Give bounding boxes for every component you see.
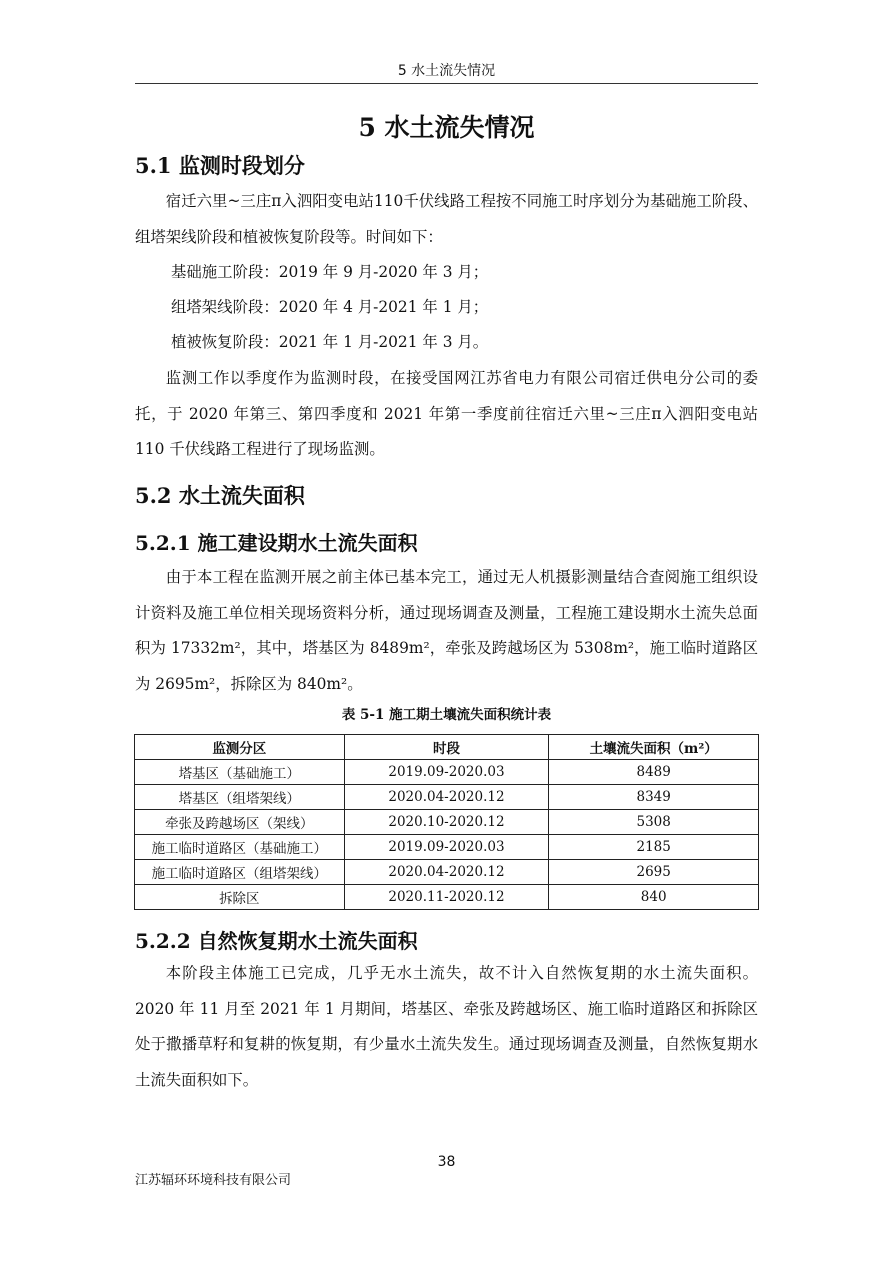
column-header: 土壤流失面积（m²）	[549, 735, 759, 760]
column-header: 时段	[344, 735, 549, 760]
table-row	[135, 835, 759, 860]
stage-2-line: 组塔架线阶段：2020 年 4 月-2021 年 1 月；	[171, 298, 489, 316]
table-row	[135, 785, 759, 810]
zone-cell: 拆除区	[135, 885, 345, 910]
section-5-1-heading: 5.1 监测时段划分	[135, 153, 305, 178]
table-header-row	[135, 735, 759, 760]
footer-company: 江苏辐环环境科技有限公司	[135, 1173, 292, 1188]
monitoring-paragraph: 监测工作以季度作为监测时段，在接受国网江苏省电力有限公司宿迁供电分公司的委托，于 2020 年第三、第四季度和 2021 年第一季度前往宿迁六里~三庄π入泗阳变电站 110 千伏线路工程进行了现场监测。	[135, 369, 758, 458]
period-cell: 2020.04-2020.12	[344, 785, 549, 810]
zone-cell: 塔基区（组塔架线）	[135, 785, 345, 810]
area-cell: 2695	[549, 860, 759, 885]
table-row	[135, 760, 759, 785]
zone-cell: 牵张及跨越场区（架线）	[135, 810, 345, 835]
section-5-2-2-body: 本阶段主体施工已完成，几乎无水土流失，故不计入自然恢复期的水土流失面积。2020 年 11 月至 2021 年 1 月期间，塔基区、牵张及跨越场区、施工临时道路区和拆除区处于撒播草籽和复耕的恢复期，有少量水土流失发生。通过现场调查及测量，自然恢复期水土流失面积如下。	[135, 964, 758, 1089]
period-cell: 2020.10-2020.12	[344, 810, 549, 835]
period-cell: 2019.09-2020.03	[344, 835, 549, 860]
running-header: 5 水土流失情况	[397, 63, 496, 79]
area-cell: 840	[549, 885, 759, 910]
period-cell: 2020.04-2020.12	[344, 860, 549, 885]
zone-cell: 塔基区（基础施工）	[135, 760, 345, 785]
table-caption: 表 5-1 施工期土壤流失面积统计表	[341, 707, 552, 723]
stage-1-line: 基础施工阶段：2019 年 9 月-2020 年 3 月；	[171, 263, 489, 281]
zone-cell: 施工临时道路区（组塔架线）	[135, 860, 345, 885]
section-5-1-intro: 宿迁六里~三庄π入泗阳变电站110千伏线路工程按不同施工时序划分为基础施工阶段、组塔架线阶段和植被恢复阶段等。时间如下：	[135, 192, 758, 246]
header-rule	[135, 83, 758, 84]
section-5-2-2-heading: 5.2.2 自然恢复期水土流失面积	[135, 929, 418, 953]
table-row	[135, 860, 759, 885]
area-cell: 2185	[549, 835, 759, 860]
chapter-title: 5 水土流失情况	[358, 113, 535, 142]
area-cell: 8349	[549, 785, 759, 810]
column-header: 监测分区	[135, 735, 345, 760]
stage-3-line: 植被恢复阶段：2021 年 1 月-2021 年 3 月。	[171, 333, 489, 351]
page-number: 38	[437, 1154, 456, 1170]
table-row	[135, 810, 759, 835]
period-cell: 2019.09-2020.03	[344, 760, 549, 785]
section-5-2-1-heading: 5.2.1 施工建设期水土流失面积	[135, 531, 418, 555]
period-cell: 2020.11-2020.12	[344, 885, 549, 910]
section-5-2-heading: 5.2 水土流失面积	[135, 483, 305, 508]
table-row	[135, 885, 759, 910]
erosion-area-table	[134, 734, 759, 910]
area-cell: 8489	[549, 760, 759, 785]
zone-cell: 施工临时道路区（基础施工）	[135, 835, 345, 860]
area-cell: 5308	[549, 810, 759, 835]
section-5-2-1-body: 由于本工程在监测开展之前主体已基本完工，通过无人机摄影测量结合查阅施工组织设计资料及施工单位相关现场资料分析，通过现场调查及测量，工程施工建设期水土流失总面积为 17332m²，其中，塔基区为 8489m²，牵张及跨越场区为 5308m²，施工临时道路区为 2695m²，拆除区为 840m²。	[135, 568, 758, 693]
